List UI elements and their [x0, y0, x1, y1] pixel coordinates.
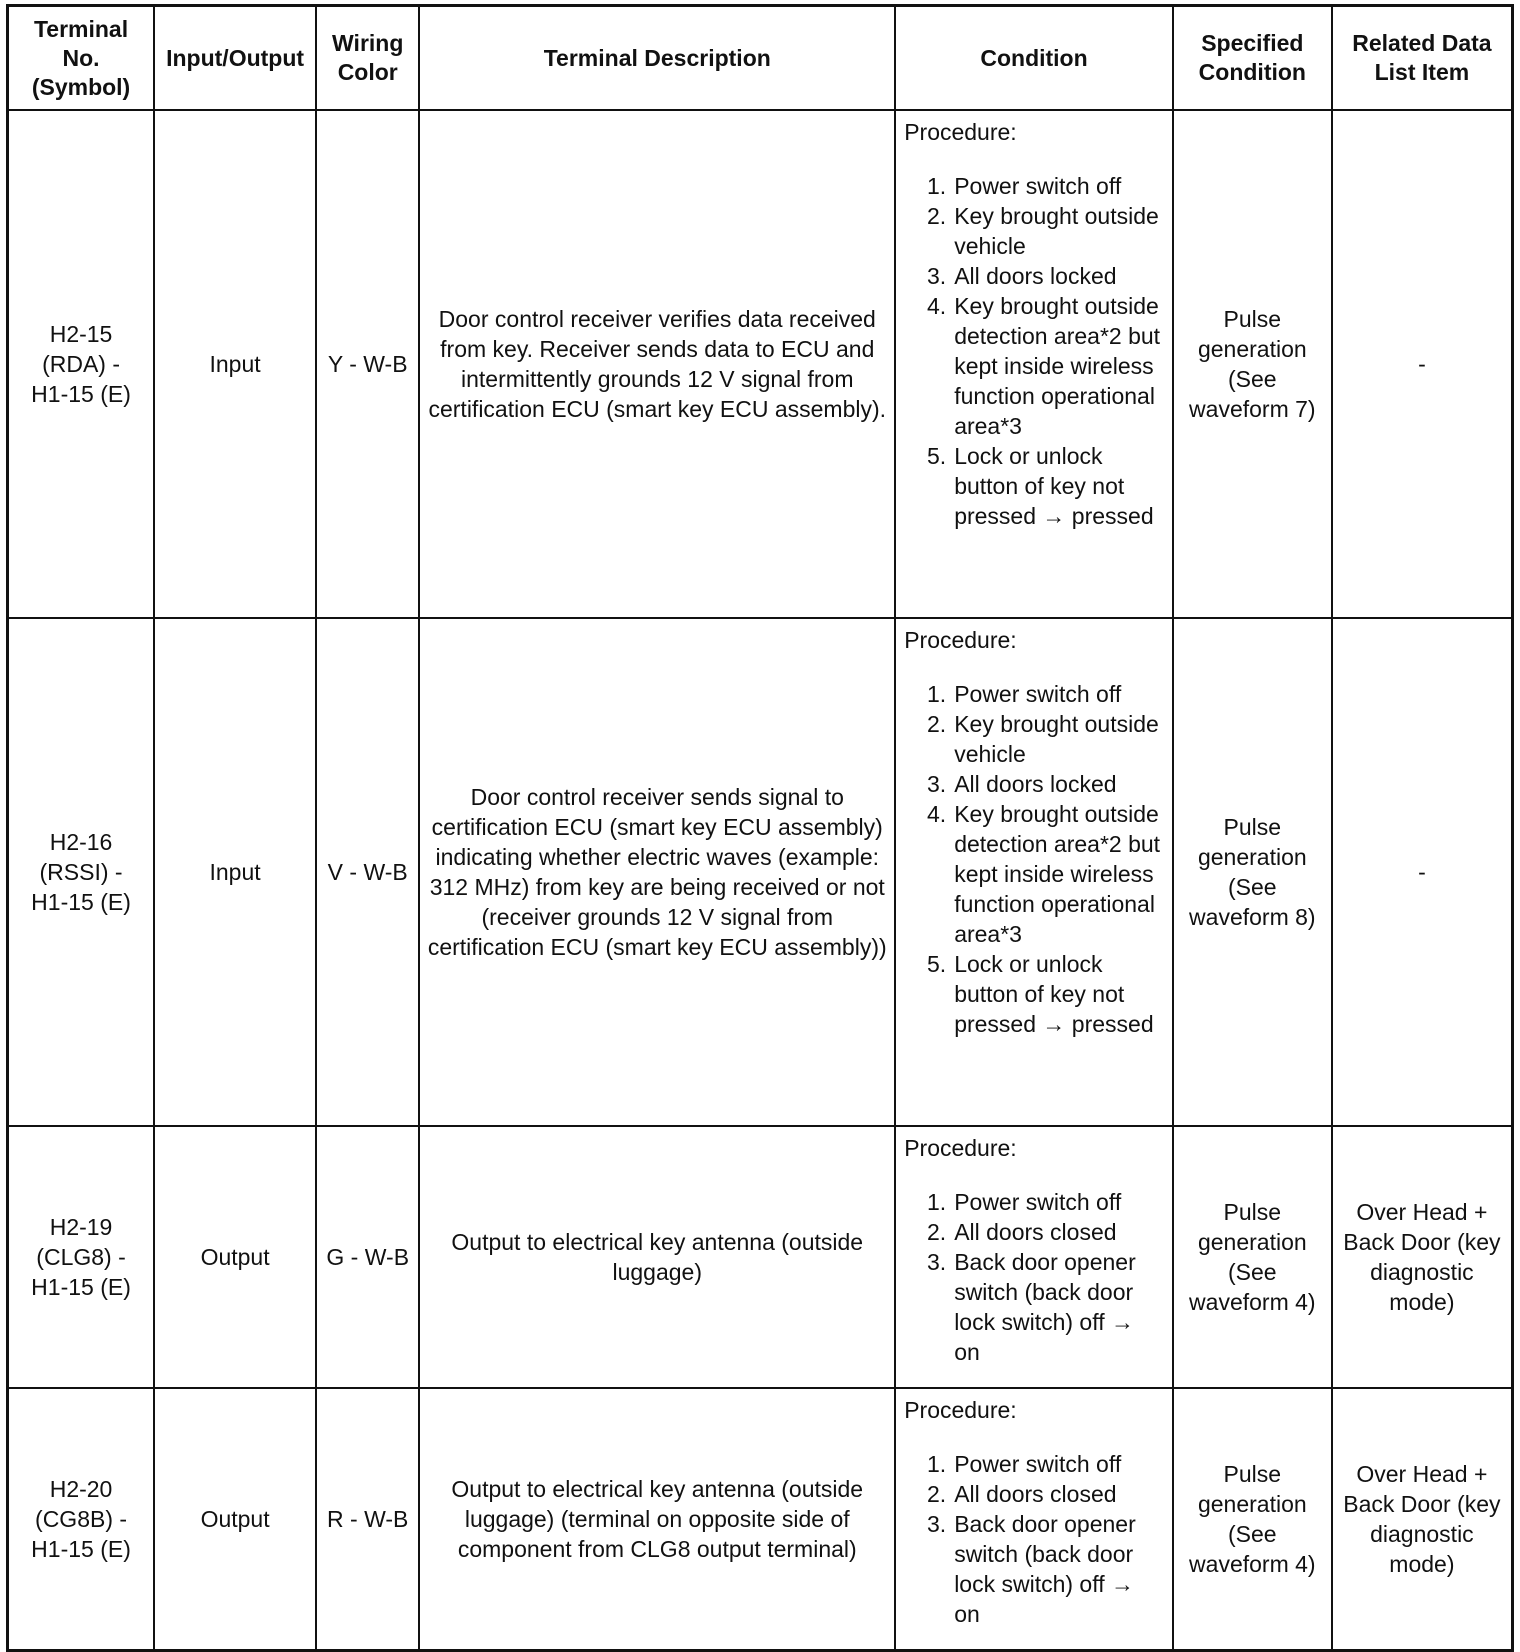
header-specified-condition: Specified Condition [1173, 6, 1332, 111]
step-number: 2. [927, 1219, 947, 1245]
procedure-step [904, 441, 1166, 531]
specified-line: Pulse [1223, 306, 1282, 332]
procedure-step [904, 1509, 1166, 1629]
procedure-steps [904, 679, 1166, 1039]
step-number: 2. [927, 1481, 947, 1507]
header-condition: Condition [895, 6, 1173, 111]
terminal-line: H2-16 [49, 829, 113, 855]
procedure-step [904, 261, 1166, 291]
header-related-data-list-item: Related Data List Item [1332, 6, 1513, 111]
terminal-table-sheet [6, 4, 1514, 1627]
procedure-step [904, 949, 1166, 1039]
step-text: All doors locked [954, 263, 1117, 289]
terminal-cell [8, 618, 155, 1126]
specified-line: (See [1228, 366, 1277, 392]
specified-line: generation [1197, 1229, 1307, 1255]
specified-line: waveform 8) [1189, 904, 1316, 930]
terminal-line: (CLG8) - [36, 1244, 126, 1270]
procedure-steps [904, 1187, 1166, 1367]
procedure-step [904, 201, 1166, 261]
step-number: 1. [927, 681, 947, 707]
specified-line: waveform 7) [1189, 396, 1316, 422]
procedure-step [904, 1217, 1166, 1247]
io-cell: Output [154, 1126, 316, 1388]
step-text: Key brought outside detection area*2 but kept inside wireless function operational area*3 [954, 293, 1161, 439]
step-number: 1. [927, 1451, 947, 1477]
header-terminal: Terminal No. (Symbol) [8, 6, 155, 111]
specified-line: Pulse [1223, 814, 1282, 840]
terminal-line: H1-15 (E) [31, 889, 131, 915]
specified-line: (See [1228, 874, 1277, 900]
terminal-line: H2-20 [49, 1476, 113, 1502]
step-number: 5. [927, 443, 947, 469]
step-text: All doors closed [954, 1219, 1117, 1245]
condition-cell [895, 1388, 1173, 1651]
step-text: Key brought outside vehicle [954, 203, 1159, 259]
io-cell: Input [154, 110, 316, 618]
table-row [8, 110, 1513, 618]
terminal-line: H1-15 (E) [31, 1536, 131, 1562]
step-number: 3. [927, 1249, 947, 1275]
related-data-cell: Over Head + Back Door (key diagnostic mode) [1332, 1388, 1513, 1651]
specified-line: (See [1228, 1259, 1277, 1285]
terminal-line: (CG8B) - [35, 1506, 128, 1532]
procedure-steps [904, 171, 1166, 531]
specified-line: generation [1197, 844, 1307, 870]
header-input-output: Input/Output [154, 6, 316, 111]
specified-line: waveform 4) [1189, 1289, 1316, 1315]
terminal-line: H2-15 [49, 321, 113, 347]
procedure-step [904, 291, 1166, 441]
io-cell: Input [154, 618, 316, 1126]
step-number: 4. [927, 293, 947, 319]
procedure-step [904, 679, 1166, 709]
step-text: Back door opener switch (back door lock switch) off → on [954, 1249, 1136, 1365]
table-row [8, 1388, 1513, 1651]
procedure-label: Procedure: [904, 119, 1017, 145]
terminal-cell [8, 110, 155, 618]
description-cell: Door control receiver verifies data received from key. Receiver sends data to ECU and intermittently grounds 12 V signal from certification ECU (smart key ECU assembly). [419, 110, 895, 618]
step-text: Lock or unlock button of key not pressed → pressed [954, 443, 1154, 529]
terminal-line: H2-19 [49, 1214, 113, 1240]
procedure-step [904, 171, 1166, 201]
wiring-color-cell: Y - W-B [316, 110, 419, 618]
related-data-cell: Over Head + Back Door (key diagnostic mode) [1332, 1126, 1513, 1388]
condition-cell [895, 110, 1173, 618]
wiring-color-cell: R - W-B [316, 1388, 419, 1651]
step-number: 4. [927, 801, 947, 827]
step-number: 1. [927, 1189, 947, 1215]
terminal-line: H1-15 (E) [31, 1274, 131, 1300]
procedure-step [904, 1449, 1166, 1479]
step-number: 2. [927, 711, 947, 737]
specified-condition-cell [1173, 618, 1332, 1126]
header-wiring-color: Wiring Color [316, 6, 419, 111]
io-cell: Output [154, 1388, 316, 1651]
header-terminal-description: Terminal Description [419, 6, 895, 111]
step-text: All doors locked [954, 771, 1117, 797]
specified-line: waveform 4) [1189, 1551, 1316, 1577]
step-text: Power switch off [954, 173, 1122, 199]
description-cell: Output to electrical key antenna (outside luggage) [419, 1126, 895, 1388]
procedure-step [904, 769, 1166, 799]
terminal-cell [8, 1388, 155, 1651]
table-row [8, 618, 1513, 1126]
table-row [8, 1126, 1513, 1388]
procedure-label: Procedure: [904, 627, 1017, 653]
step-text: Lock or unlock button of key not pressed → pressed [954, 951, 1154, 1037]
terminal-line: (RSSI) - [39, 859, 123, 885]
specified-line: Pulse [1223, 1461, 1282, 1487]
step-text: Back door opener switch (back door lock switch) off → on [954, 1511, 1136, 1627]
condition-cell [895, 1126, 1173, 1388]
procedure-step [904, 709, 1166, 769]
step-number: 2. [927, 203, 947, 229]
related-data-cell: - [1332, 110, 1513, 618]
procedure-step [904, 799, 1166, 949]
procedure-step [904, 1187, 1166, 1217]
procedure-label: Procedure: [904, 1135, 1017, 1161]
step-text: Power switch off [954, 681, 1122, 707]
description-cell: Output to electrical key antenna (outside luggage) (terminal on opposite side of component from CLG8 output terminal) [419, 1388, 895, 1651]
specified-line: generation [1197, 336, 1307, 362]
terminal-cell [8, 1126, 155, 1388]
specified-condition-cell [1173, 1126, 1332, 1388]
description-cell: Door control receiver sends signal to certification ECU (smart key ECU assembly) indicating whether electric waves (example: 312 MHz) from key are being received or not (receiver grounds 12 V signal from certification ECU (smart key ECU assembly)) [419, 618, 895, 1126]
step-text: Key brought outside detection area*2 but kept inside wireless function operational area*3 [954, 801, 1161, 947]
wiring-color-cell: G - W-B [316, 1126, 419, 1388]
step-text: Key brought outside vehicle [954, 711, 1159, 767]
step-text: All doors closed [954, 1481, 1117, 1507]
step-text: Power switch off [954, 1189, 1122, 1215]
procedure-step [904, 1479, 1166, 1509]
related-data-cell: - [1332, 618, 1513, 1126]
terminal-line: H1-15 (E) [31, 381, 131, 407]
procedure-steps [904, 1449, 1166, 1629]
step-number: 3. [927, 1511, 947, 1537]
step-text: Power switch off [954, 1451, 1122, 1477]
specified-line: Pulse [1223, 1199, 1282, 1225]
step-number: 3. [927, 771, 947, 797]
header-row [8, 6, 1513, 111]
condition-cell [895, 618, 1173, 1126]
step-number: 5. [927, 951, 947, 977]
step-number: 1. [927, 173, 947, 199]
specified-line: generation [1197, 1491, 1307, 1517]
step-number: 3. [927, 263, 947, 289]
procedure-label: Procedure: [904, 1397, 1017, 1423]
specified-condition-cell [1173, 110, 1332, 618]
specified-condition-cell [1173, 1388, 1332, 1651]
wiring-color-cell: V - W-B [316, 618, 419, 1126]
procedure-step [904, 1247, 1166, 1367]
specified-line: (See [1228, 1521, 1277, 1547]
terminal-line: (RDA) - [42, 351, 120, 377]
terminal-table [6, 4, 1514, 1652]
